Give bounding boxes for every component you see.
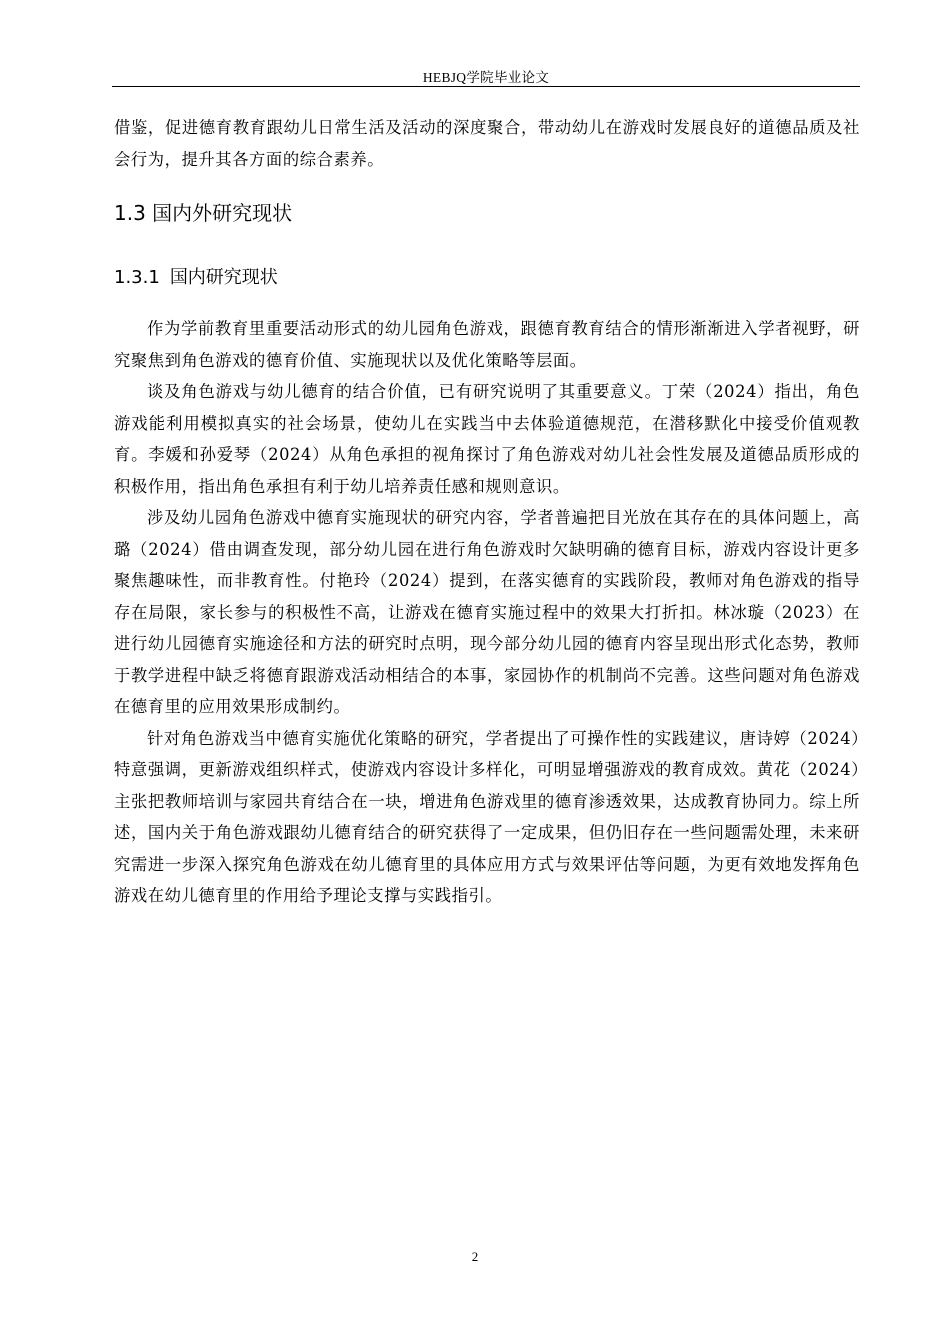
page-number: 2	[471, 1249, 479, 1264]
running-header: HEBJQ学院毕业论文	[422, 70, 550, 85]
section-heading	[114, 197, 292, 226]
subsection-number: 1.3.1	[114, 267, 160, 288]
continuation-paragraph	[114, 112, 860, 175]
section-number: 1.3	[114, 201, 146, 225]
paragraph: 涉及幼儿园角色游戏中德育实施现状的研究内容，学者普遍把目光放在其存在的具体问题上，高璐（2024）借由调查发现，部分幼儿园在进行角色游戏时欠缺明确的德育目标，游戏内容设计更多聚焦趣味性，而非教育性。付艳玲（2024）提到，在落实德育的实践阶段，教师对角色游戏的指导存在局限，家长参与的积极性不高，让游戏在德育实施过程中的效果大打折扣。林冰璇（2023）在进行幼儿园德育实施途径和方法的研究时点明，现今部分幼儿园的德育内容呈现出形式化态势，教师于教学进程中缺乏将德育跟游戏活动相结合的本事，家园协作的机制尚不完善。这些问题对角色游戏在德育里的应用效果形成制约。	[114, 508, 860, 716]
paragraph: 谈及角色游戏与幼儿德育的结合价值，已有研究说明了其重要意义。丁荣（2024）指出，角色游戏能利用模拟真实的社会场景，使幼儿在实践当中去体验道德规范，在潜移默化中接受价值观教育。李媛和孙爱琴（2024）从角色承担的视角探讨了角色游戏对幼儿社会性发展及道德品质形成的积极作用，指出角色承担有利于幼儿培养责任感和规则意识。	[114, 382, 860, 496]
paragraph: 针对角色游戏当中德育实施优化策略的研究，学者提出了可操作性的实践建议，唐诗婷（2024）特意强调，更新游戏组织样式，使游戏内容设计多样化，可明显增强游戏的教育成效。黄花（2024）主张把教师培训与家园共育结合在一块，增进角色游戏里的德育渗透效果，达成教育协同力。综上所述，国内关于角色游戏跟幼儿德育结合的研究获得了一定成果，但仍旧存在一些问题需处理，未来研究需进一步深入探究角色游戏在幼儿德育里的具体应用方式与效果评估等问题，为更有效地发挥角色游戏在幼儿德育里的作用给予理论支撑与实践指引。	[114, 728, 860, 905]
body-paragraphs	[114, 313, 860, 912]
paragraph: 作为学前教育里重要活动形式的幼儿园角色游戏，跟德育教育结合的情形渐渐进入学者视野，研究聚焦到角色游戏的德育价值、实施现状以及优化策略等层面。	[114, 319, 860, 370]
paragraph-text: 借鉴，促进德育教育跟幼儿日常生活及活动的深度聚合，带动幼儿在游戏时发展良好的道德品质及社会行为，提升其各方面的综合素养。	[114, 118, 860, 169]
subsection-heading	[114, 263, 278, 289]
header-rule	[112, 86, 860, 87]
subsection-title: 国内研究现状	[169, 267, 278, 288]
section-title: 国内外研究现状	[152, 201, 293, 225]
